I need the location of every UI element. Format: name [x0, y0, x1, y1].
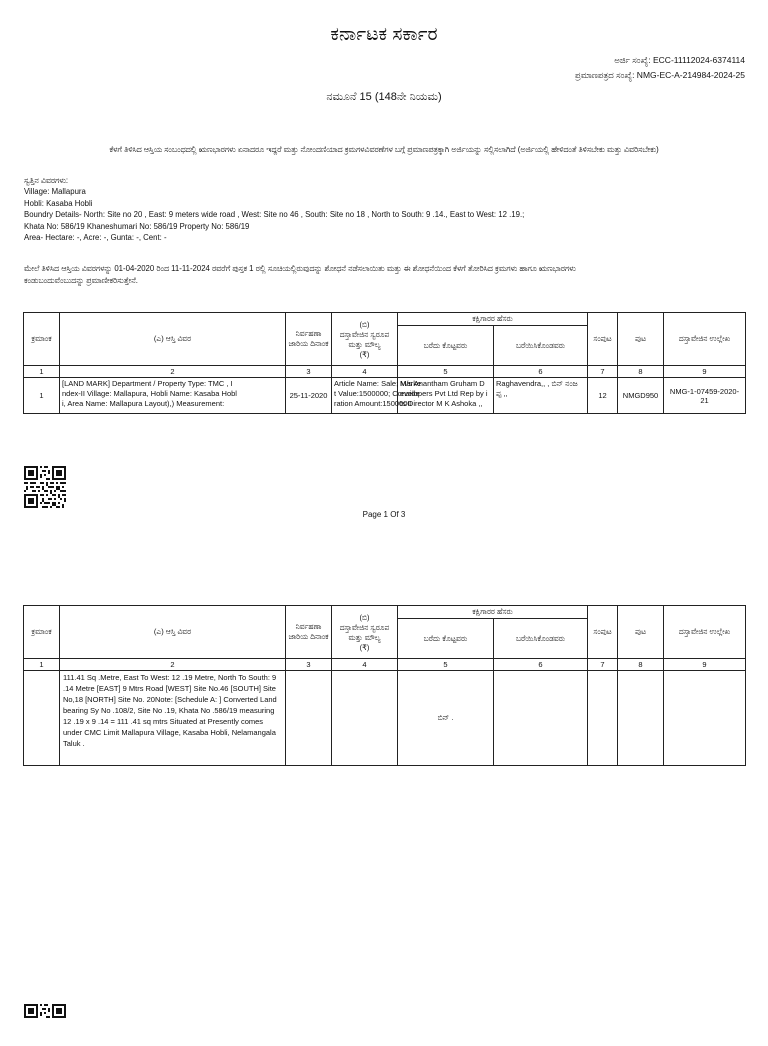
table-row: [24, 671, 746, 766]
column-number: 9: [664, 366, 746, 378]
statement-line: ಮೇಲೆ ತಿಳಿಸಿದ ಆಸ್ತಿಯ ವಿವರಗಳನ್ನು 01-04-2020 ರಿಂದ 11-11-2024 ರವರೆಗೆ ಪುಸ್ತಕ 1 ರಲ್ಲಿ ಸೂಚಿಯಲ್ಲಿರುವುದನ್ನು ಶೋಧನೆ ನಡೆಸಲಾಯಿತು ಮತ್ತು ಈ ಶೋಧನೆಯಿಂದ ಕೆಳಗೆ ತೋರಿಸಿದ ಕ್ರಮಗಳು ಹಾಗೂ ಋಣಭಾರಗಳು: [24, 264, 576, 273]
header-document-ref: ದಸ್ತಾವೇಜಿನ ಉಲ್ಲೇಖ: [664, 606, 746, 659]
header-document-ref: ದಸ್ತಾವೇಜಿನ ಉಲ್ಲೇಖ: [664, 313, 746, 366]
certificate-number: ಪ್ರಮಾಣಪತ್ರದ ಸಂಖ್ಯೆ: NMG-EC-A-214984-2024-25: [575, 70, 745, 80]
header-parties: ಕಕ್ಷಿಗಾರರ ಹೆಸರು: [398, 606, 588, 619]
column-number: 8: [618, 366, 664, 378]
row-serial: [24, 671, 60, 766]
column-number: 7: [588, 659, 618, 671]
row-claimant: Raghavendra,, , ಬಿನ್ ನಂಜ ಪ್ಪ ,,: [494, 378, 588, 414]
qr-code-icon: [24, 466, 66, 508]
property-heading: ಸ್ವತ್ತಿನ ವಿವರಗಳು:: [24, 176, 69, 185]
column-number: 6: [494, 659, 588, 671]
table-header-row: [24, 606, 746, 619]
column-number: 1: [24, 659, 60, 671]
intro-text: ಕೆಳಗೆ ತಿಳಿಸಿದ ಆಸ್ತಿಯ ಸಂಬಂಧದಲ್ಲಿ ಋಣಭಾರಗಳು ಏನಾದರೂ ಇದ್ದರೆ ಮತ್ತು ನೋಂದಣಿಯಾದ ಕ್ರಮಗಳವಿವರಣೆಗಳ ಬಗ್ಗೆ ಪ್ರಮಾಣಪತ್ರಕ್ಕಾಗಿ ಅರ್ಜಿಯನ್ನು ಸಲ್ಲಿಸಲಾಗಿದೆ (ಅರ್ಜಿಯಲ್ಲಿ ಹೇಳಿದಂತೆ ತಿಳಿಸಬೇಕು ಮತ್ತು ವಿವರಿಸಬೇಕು): [109, 145, 659, 154]
row-document-ref: [664, 671, 746, 766]
header-volume: ಸಂಪುಟ: [588, 313, 618, 366]
column-number-row: [24, 366, 746, 378]
header-executant: ಬರೆದು ಕೊಟ್ಟವರು: [398, 326, 494, 366]
application-number: ಅರ್ಜಿ ಸಂಖ್ಯೆ: ECC-11112024-6374114: [614, 55, 745, 65]
row-volume: 12: [588, 378, 618, 414]
property-details: [24, 175, 744, 243]
header-serial: ಕ್ರಮಾಂಕ: [24, 313, 60, 366]
header-nature-value: (ಬಿ) ದಸ್ತಾವೇಜಿನ ಸ್ವರೂಪ ಮತ್ತು ಮೌಲ್ಯ (₹): [332, 313, 398, 366]
row-executant: ಬಿನ್ .: [398, 671, 494, 766]
form-title: ನಮೂನೆ 15 (148ನೇ ನಿಯಮ): [326, 91, 442, 103]
header-page: ಪುಟ: [618, 606, 664, 659]
header-serial: ಕ್ರಮಾಂಕ: [24, 606, 60, 659]
column-number: 2: [60, 366, 286, 378]
row-execution-date: [286, 671, 332, 766]
statement-line: ಕಂಡುಬಂದುವೆಂಬುದನ್ನು ಪ್ರಮಾಣೀಕರಿಸುತ್ತೇನೆ.: [24, 276, 138, 285]
encumbrance-table-page1: [23, 312, 746, 414]
column-number: 2: [60, 659, 286, 671]
row-page: NMGD950: [618, 378, 664, 414]
header-claimant: ಬರೆಯಿಸಿಕೊಂಡವರು: [494, 326, 588, 366]
column-number: 5: [398, 659, 494, 671]
row-nature-value: Article Name: Sale; Marke t Value:1500000; Conside ration Amount:1500000: [332, 378, 398, 414]
row-document-ref: NMG-1-07459-2020-21: [664, 378, 746, 414]
certification-statement: [24, 263, 724, 287]
header-nature-value: (ಬಿ) ದಸ್ತಾವೇಜಿನ ಸ್ವರೂಪ ಮತ್ತು ಮೌಲ್ಯ (₹): [332, 606, 398, 659]
property-area: Area- Hectare: -, Acre: -, Gunta: -, Cent: -: [24, 233, 167, 243]
property-boundary: Boundry Details- North: Site no 20 , East: 9 meters wide road , West: Site no 46 , South: Site no 18 , North to South: 9 .14., East to West: 12 .19.;: [24, 210, 525, 220]
column-number: 1: [24, 366, 60, 378]
row-serial: 1: [24, 378, 60, 414]
header-property-details: (ಎ) ಆಸ್ತಿ ವಿವರ: [60, 313, 286, 366]
reference-numbers: [575, 53, 745, 83]
row-property-details: [LAND MARK] Department / Property Type: TMC , I ndex-II Village: Mallapura, Hobli Name: Kasaba Hobl i, Area Name: Mallapura Layout),) Measurement:: [60, 378, 286, 414]
row-executant: M/s Anantham Gruham D evelopers Pvt Ltd Rep by i ts Director M K Ashoka ,,: [398, 378, 494, 414]
encumbrance-table-page2: [23, 605, 746, 766]
property-hobli: Hobli: Kasaba Hobli: [24, 198, 93, 208]
header-execution-date: ನಿರ್ವಹಣಾ ಜಾರಿಯ ದಿನಾಂಕ: [286, 606, 332, 659]
table-header-row: [24, 313, 746, 326]
column-number: 6: [494, 366, 588, 378]
qr-code-icon: [24, 1004, 66, 1046]
column-number-row: [24, 659, 746, 671]
column-number: 5: [398, 366, 494, 378]
property-khata: Khata No: 586/19 Khaneshumari No: 586/19 Property No: 586/19: [24, 221, 250, 231]
header-execution-date: ನಿರ್ವಹಣಾ ಜಾರಿಯ ದಿನಾಂಕ: [286, 313, 332, 366]
header-parties: ಕಕ್ಷಿಗಾರರ ಹೆಸರು: [398, 313, 588, 326]
table-row: [24, 378, 746, 414]
row-volume: [588, 671, 618, 766]
header-volume: ಸಂಪುಟ: [588, 606, 618, 659]
column-number: 3: [286, 659, 332, 671]
row-page: [618, 671, 664, 766]
header-page: ಪುಟ: [618, 313, 664, 366]
header-property-details: (ಎ) ಆಸ್ತಿ ವಿವರ: [60, 606, 286, 659]
property-village: Village: Mallapura: [24, 187, 86, 197]
column-number: 3: [286, 366, 332, 378]
document-title: ಕರ್ನಾಟಕ ಸರ್ಕಾರ: [330, 24, 438, 45]
column-number: 4: [332, 366, 398, 378]
column-number: 7: [588, 366, 618, 378]
row-property-details: 111.41 Sq .Metre, East To West: 12 .19 Metre, North To South: 9 .14 Metre [EAST] 9 Mtrs Road [WEST] Site No.46 [SOUTH] Site No,18 [NORTH] Site No. 20Note: [Schedule A: ] Converted Land bearing Sy No .108/2, Site No .19, Khata No .586/19 measuring 12 .19 x 9 .14 = 111 .41 sq mtrs Situated at Presently comes under CMC Limit Mallapura Village, Kasaba Hobli, Nelamangala Taluk .: [60, 671, 286, 766]
row-nature-value: [332, 671, 398, 766]
column-number: 8: [618, 659, 664, 671]
row-execution-date: 25-11-2020: [286, 378, 332, 414]
row-claimant: [494, 671, 588, 766]
column-number: 9: [664, 659, 746, 671]
page-number: Page 1 Of 3: [362, 510, 406, 519]
column-number: 4: [332, 659, 398, 671]
header-executant: ಬರೆದು ಕೊಟ್ಟವರು: [398, 619, 494, 659]
header-claimant: ಬರೆಯಿಸಿಕೊಂಡವರು: [494, 619, 588, 659]
